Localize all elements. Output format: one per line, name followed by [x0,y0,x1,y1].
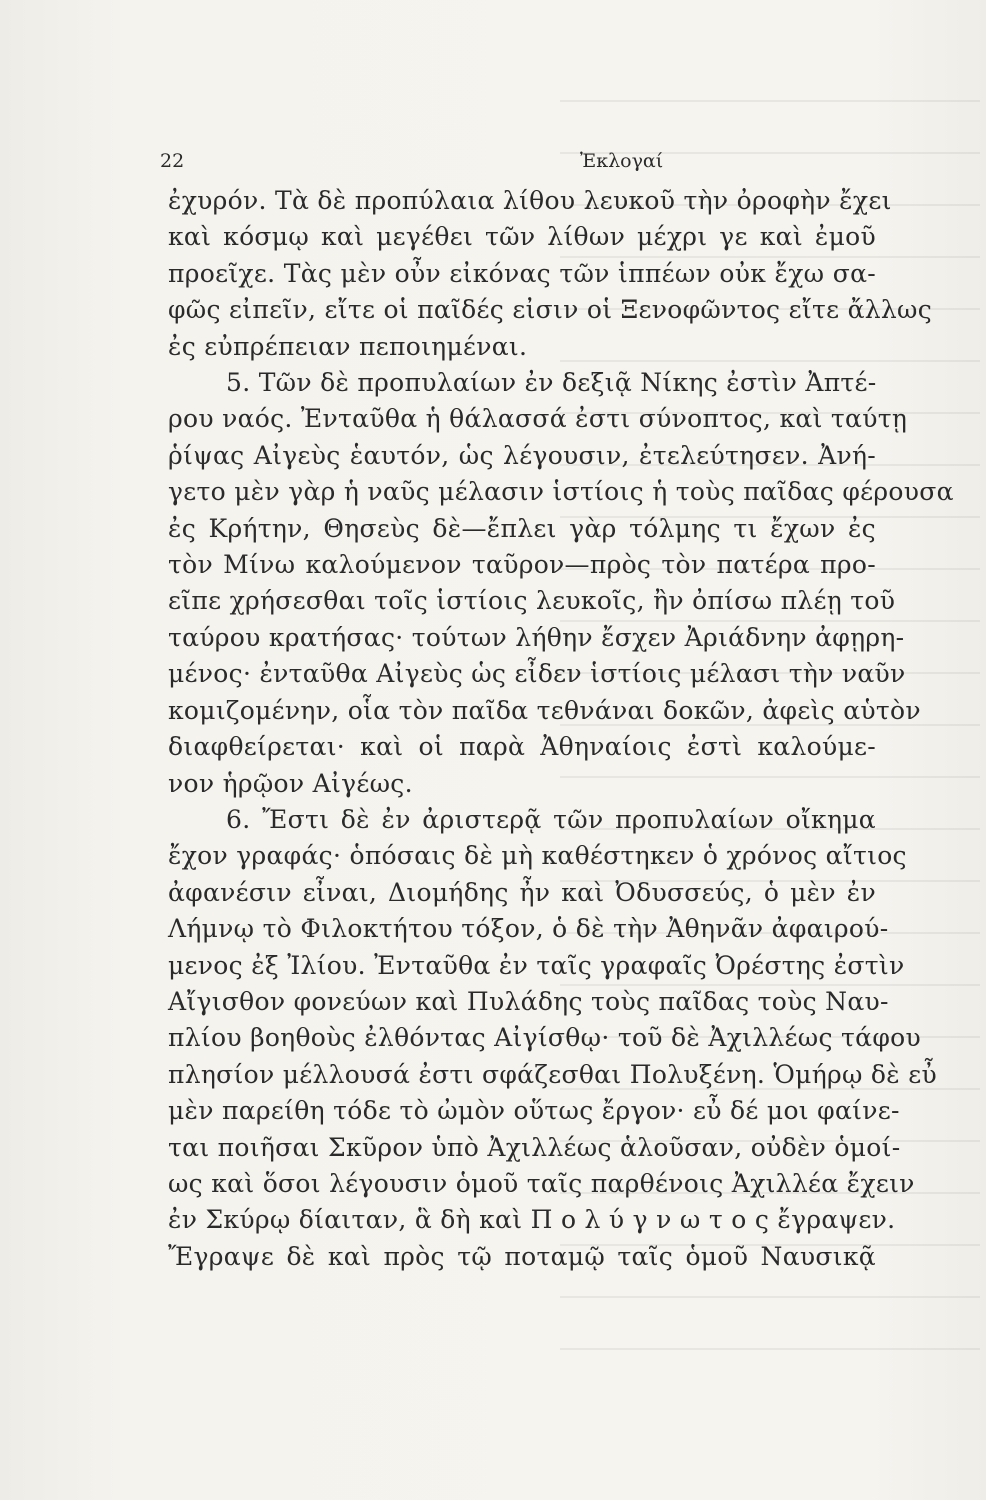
text-line: μενος ἐξ Ἰλίου. Ἐνταῦθα ἐν ταῖς γραφαῖς Ὀρέστης ἐστὶν [168,950,905,980]
text-line: ἔχον γραφάς· ὁπόσαις δὲ μὴ καθέστηκεν ὁ χρόνος αἴτιος [168,841,907,871]
text-line: πλησίον μέλλουσά ἐστι σφάζεσθαι Πολυξένη. Ὁμήρῳ δὲ εὖ [168,1059,937,1089]
text-line: ῥίψας Αἰγεὺς ἑαυτόν, ὡς λέγουσιν, ἐτελεύτησεν. Ἀνή- [168,440,876,470]
text-line: Ἔγραψε δὲ καὶ πρὸς τῷ ποταμῷ ταῖς ὁμοῦ Ναυσικᾷ [168,1241,876,1271]
page-number: 22 [160,150,185,172]
text-line: τὸν Μίνω καλούμενον ταῦρον—πρὸς τὸν πατέρα προ- [168,550,876,580]
text-line: Αἴγισθον φονεύων καὶ Πυλάδης τοὺς παῖδας τοὺς Ναυ- [168,986,889,1016]
text-line: καὶ κόσμῳ καὶ μεγέθει τῶν λίθων μέχρι γε καὶ ἐμοῦ [168,222,876,252]
section-5-start: 5. Τῶν δὲ προπυλαίων ἐν δεξιᾷ Νίκης ἐστὶν Ἀπτέ- [226,368,877,398]
text-line: ρου ναός. Ἐνταῦθα ἡ θάλασσά ἐστι σύνοπτος, καὶ ταύτῃ [168,404,908,434]
text-line: μὲν παρείθη τόδε τὸ ὠμὸν οὕτως ἔργον· εὖ δέ μοι φαίνε- [168,1096,900,1126]
body-text [168,183,954,1275]
text-line: ἀφανέσιν εἶναι, Διομήδης ἦν καὶ Ὀδυσσεύς, ὁ μὲν ἐν [168,877,876,907]
text-line: ἐχυρόν. Τὰ δὲ προπύλαια λίθου λευκοῦ τὴν ὀροφὴν ἔχει [168,186,892,215]
text-line: φῶς εἰπεῖν, εἴτε οἱ παῖδές εἰσιν οἱ Ξενοφῶντος εἴτε ἄλλως [168,295,933,325]
text-line: ἐν Σκύρῳ δίαιταν, ἃ δὴ καὶ Π ο λ ύ γ ν ω τ ο ς ἔγραψεν. [168,1205,896,1235]
text-line: νον ἡρῷον Αἰγέως. [168,768,413,798]
text-line: μένος· ἐνταῦθα Αἰγεὺς ὡς εἶδεν ἱστίοις μέλασι τὴν ναῦν [168,659,906,689]
text-line: εῖπε χρήσεσθαι τοῖς ἱστίοις λευκοῖς, ἢν ὀπίσω πλέῃ τοῦ [168,586,896,616]
text-line: ταύρου κρατήσας· τούτων λήθην ἔσχεν Ἀριάδνην ἀφῃρη- [168,622,905,652]
page-header [160,150,880,180]
text-line: Λήμνῳ τὸ Φιλοκτήτου τόξον, ὁ δὲ τὴν Ἀθηνᾶν ἀφαιρού- [168,914,889,944]
text-line: ἐς εὐπρέπειαν πεποιημέναι. [168,331,528,361]
text-line: ως καὶ ὅσοι λέγουσιν ὁμοῦ ταῖς παρθένοις Ἀχιλλέα ἔχειν [168,1168,915,1198]
text-line: γετο μὲν γὰρ ἡ ναῦς μέλασιν ἱστίοις ἡ τοὺς παῖδας φέρουσα [168,477,954,507]
text-line: πλίου βοηθοὺς ἐλθόντας Αἰγίσθῳ· τοῦ δὲ Ἀχιλλέως τάφου [168,1023,922,1053]
text-line: προεῖχε. Τὰς μὲν οὖν εἰκόνας τῶν ἱππέων οὐκ ἔχω σα- [168,258,876,288]
running-title: Ἐκλογαί [580,150,664,172]
section-6-start: 6. Ἔστι δὲ ἐν ἀριστερᾷ τῶν προπυλαίων οἴκημα [226,804,876,834]
text-line: ἐς Κρήτην, Θησεὺς δὲ—ἔπλει γὰρ τόλμης τι ἔχων ἐς [168,513,876,543]
text-line: κομιζομένην, οἷα τὸν παῖδα τεθνάναι δοκῶν, ἀφεὶς αὑτὸν [168,695,921,725]
text-line: ται ποιῆσαι Σκῦρον ὑπὸ Ἀχιλλέως ἁλοῦσαν, οὐδὲν ὁμοί- [168,1132,901,1162]
text-line: διαφθείρεται· καὶ οἱ παρὰ Ἀθηναίοις ἐστὶ καλούμε- [168,732,876,762]
